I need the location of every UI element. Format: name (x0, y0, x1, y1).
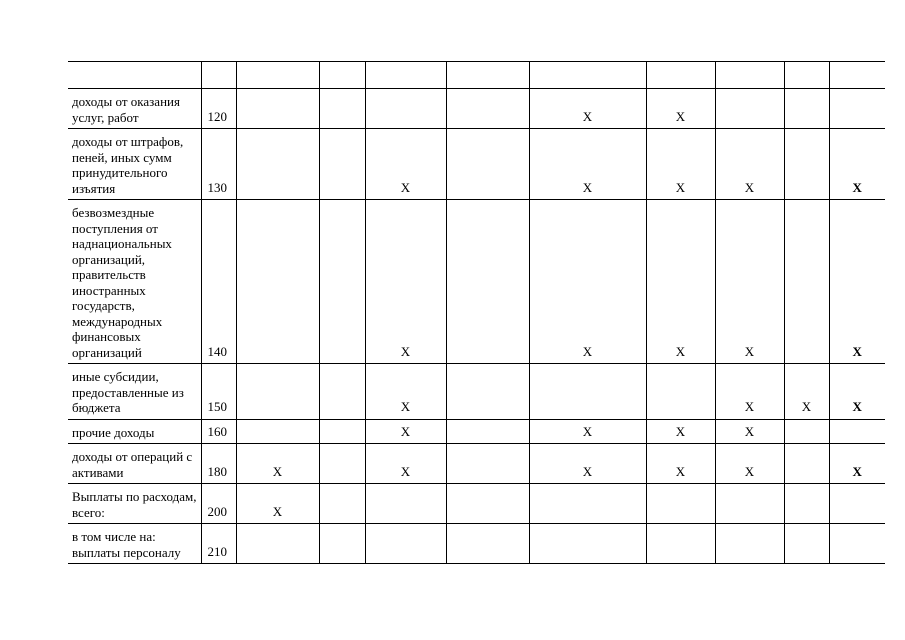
mark-cell (529, 524, 646, 564)
mark-cell (829, 524, 885, 564)
mark-cell (319, 444, 365, 484)
mark-cell (784, 89, 829, 129)
header-cell (68, 62, 201, 89)
mark-cell: X (829, 200, 885, 364)
row-name: безвозмездные поступления от наднациональных организаций, правительств иностранных государств, международных финансовых организаций (68, 200, 201, 364)
mark-cell: X (365, 444, 446, 484)
mark-cell: X (646, 419, 715, 444)
mark-cell: X (646, 129, 715, 200)
row-code: 130 (201, 129, 236, 200)
mark-cell: X (529, 129, 646, 200)
mark-cell: X (529, 89, 646, 129)
mark-cell: X (529, 200, 646, 364)
mark-cell (319, 200, 365, 364)
row-code: 140 (201, 200, 236, 364)
mark-cell (446, 89, 529, 129)
mark-cell (646, 364, 715, 420)
table-row (68, 129, 885, 200)
table-row (68, 200, 885, 364)
mark-cell (784, 444, 829, 484)
mark-cell (646, 524, 715, 564)
mark-cell (829, 484, 885, 524)
mark-cell (365, 89, 446, 129)
mark-cell (236, 524, 319, 564)
mark-cell (319, 524, 365, 564)
mark-cell (236, 419, 319, 444)
mark-cell (646, 484, 715, 524)
mark-cell (319, 364, 365, 420)
mark-cell: X (829, 364, 885, 420)
table-row (68, 89, 885, 129)
header-cell (784, 62, 829, 89)
mark-cell: X (365, 364, 446, 420)
mark-cell: X (715, 444, 784, 484)
mark-cell: X (365, 200, 446, 364)
mark-cell (715, 484, 784, 524)
mark-cell: X (646, 89, 715, 129)
table-row (68, 444, 885, 484)
mark-cell (529, 484, 646, 524)
mark-cell (715, 524, 784, 564)
row-code: 210 (201, 524, 236, 564)
header-cell (236, 62, 319, 89)
row-name: прочие доходы (68, 419, 201, 444)
row-name: иные субсидии, предоставленные из бюджета (68, 364, 201, 420)
header-cell (829, 62, 885, 89)
header-cell (646, 62, 715, 89)
header-cell (319, 62, 365, 89)
mark-cell (784, 129, 829, 200)
table-header-row (68, 62, 885, 89)
table-row (68, 524, 885, 564)
row-code: 160 (201, 419, 236, 444)
header-cell (446, 62, 529, 89)
mark-cell: X (829, 129, 885, 200)
mark-cell (446, 484, 529, 524)
mark-cell: X (646, 444, 715, 484)
table-row (68, 484, 885, 524)
mark-cell (319, 89, 365, 129)
mark-cell (446, 524, 529, 564)
mark-cell: X (365, 419, 446, 444)
row-name: в том числе на: выплаты персоналу (68, 524, 201, 564)
header-cell (715, 62, 784, 89)
mark-cell (446, 444, 529, 484)
mark-cell (319, 129, 365, 200)
row-name: доходы от оказания услуг, работ (68, 89, 201, 129)
mark-cell: X (365, 129, 446, 200)
mark-cell (365, 524, 446, 564)
mark-cell: X (236, 444, 319, 484)
mark-cell (715, 89, 784, 129)
mark-cell: X (829, 444, 885, 484)
header-cell (201, 62, 236, 89)
mark-cell: X (715, 419, 784, 444)
header-cell (529, 62, 646, 89)
mark-cell (446, 364, 529, 420)
mark-cell: X (784, 364, 829, 420)
mark-cell: X (715, 200, 784, 364)
table-row (68, 419, 885, 444)
row-name: доходы от штрафов, пеней, иных сумм принудительного изъятия (68, 129, 201, 200)
mark-cell (829, 89, 885, 129)
mark-cell (784, 200, 829, 364)
row-code: 150 (201, 364, 236, 420)
mark-cell (784, 484, 829, 524)
mark-cell (829, 419, 885, 444)
report-table (68, 61, 885, 564)
mark-cell (319, 484, 365, 524)
mark-cell: X (715, 364, 784, 420)
mark-cell (529, 364, 646, 420)
header-cell (365, 62, 446, 89)
mark-cell: X (646, 200, 715, 364)
mark-cell (784, 419, 829, 444)
mark-cell (236, 200, 319, 364)
row-name: Выплаты по расходам, всего: (68, 484, 201, 524)
mark-cell (236, 89, 319, 129)
row-name: доходы от операций с активами (68, 444, 201, 484)
mark-cell: X (529, 444, 646, 484)
mark-cell (319, 419, 365, 444)
mark-cell (236, 364, 319, 420)
mark-cell: X (715, 129, 784, 200)
row-code: 180 (201, 444, 236, 484)
mark-cell: X (236, 484, 319, 524)
mark-cell (446, 129, 529, 200)
mark-cell (784, 524, 829, 564)
table-body (68, 62, 885, 564)
mark-cell: X (529, 419, 646, 444)
row-code: 120 (201, 89, 236, 129)
table-row (68, 364, 885, 420)
row-code: 200 (201, 484, 236, 524)
mark-cell (446, 200, 529, 364)
mark-cell (236, 129, 319, 200)
mark-cell (446, 419, 529, 444)
mark-cell (365, 484, 446, 524)
